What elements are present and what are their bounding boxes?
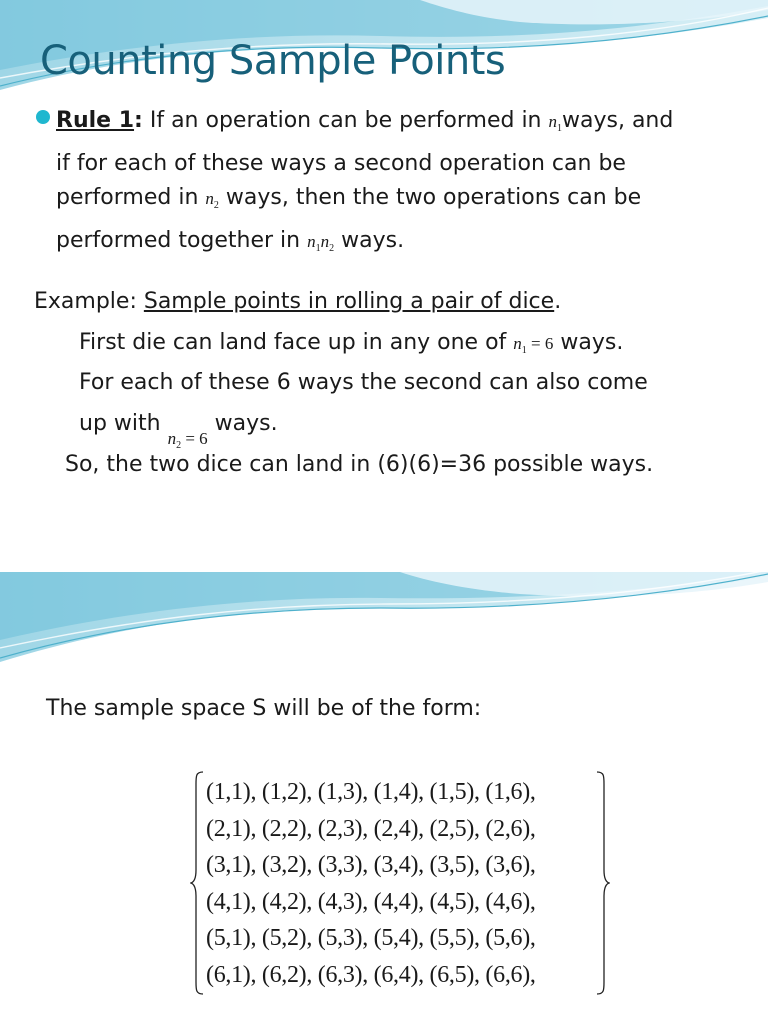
product-symbol (307, 231, 335, 254)
example-text-3: up with (79, 411, 168, 436)
sample-space-rows (206, 774, 536, 993)
sample-row-4: (4,1), (4,2), (4,3), (4,4), (4,5), (4,6), (206, 888, 536, 915)
n1-equation-value: = 6 (531, 334, 554, 353)
sample-row-1: (1,1), (1,2), (1,3), (1,4), (1,5), (1,6), (206, 779, 536, 805)
rule-line-4 (56, 224, 746, 267)
left-brace-icon (190, 770, 204, 996)
rule-text-1-end: ways, and (562, 108, 674, 133)
n1-symbol (548, 112, 563, 134)
bullet-icon (36, 110, 50, 124)
sample-space-intro: The sample space S will be of the form: (46, 696, 482, 721)
rule-label: Rule 1 (56, 108, 135, 133)
prod-letter-2: n (320, 231, 330, 251)
n1-letter: n (548, 112, 557, 131)
example-line-1 (79, 330, 623, 356)
rule-text-3: performed in (56, 185, 206, 210)
rule-line-3 (56, 181, 746, 224)
sample-space-set (190, 770, 610, 996)
example-text-1: First die can land face up in any one of (79, 330, 514, 355)
example-line-4: So, the two dice can land in (6)(6)=36 possible ways. (65, 452, 654, 477)
sample-row-3: (3,1), (3,2), (3,3), (3,4), (3,5), (3,6), (206, 852, 536, 878)
rule-text-4: performed together in (56, 227, 308, 253)
n1-subscript: 1 (557, 123, 562, 134)
n1-equation: $n_1 = 6$ (513, 334, 554, 356)
right-brace-icon (596, 770, 610, 996)
sample-row-6: (6,1), (6,2), (6,3), (6,4), (6,5), (6,6), (206, 961, 536, 988)
example-heading (34, 289, 561, 314)
rule-text-1: If an operation can be performed in (142, 108, 549, 133)
n2-subscript: 2 (213, 200, 219, 211)
example-line-3 (79, 411, 278, 451)
n2-letter: n (205, 189, 214, 208)
n2-symbol (205, 189, 219, 211)
example-period: . (554, 289, 562, 314)
rule-line-1 (56, 104, 746, 147)
rule-1-paragraph (56, 104, 746, 266)
prod-letter-1: n (307, 231, 316, 251)
rule-text-3-end: ways, then the two operations can be (225, 185, 642, 210)
slide-title: Counting Sample Points (40, 38, 506, 84)
example-line-2: For each of these 6 ways the second can also come (79, 370, 648, 395)
prod-subscript-2: 2 (329, 242, 335, 254)
header-wave-decoration-2 (0, 512, 768, 672)
sample-row-2: (2,1), (2,2), (2,3), (2,4), (2,5), (2,6), (206, 815, 536, 842)
prod-subscript-1: 1 (315, 242, 321, 254)
sample-row-5: (5,1), (5,2), (5,3), (5,4), (5,5), (5,6), (206, 925, 536, 951)
rule-colon: : (134, 108, 143, 133)
n2-equation: n2 = 6 (167, 429, 208, 451)
n2-equation-value: = 6 (185, 429, 208, 448)
rule-text-4-end: ways. (341, 227, 405, 253)
example-topic: Sample points in rolling a pair of dice (143, 289, 555, 314)
rule-line-2: if for each of these ways a second operation can be (56, 150, 626, 176)
example-text-1-end: ways. (560, 330, 624, 355)
example-label: Example: (34, 289, 144, 314)
slide-2 (0, 512, 768, 1024)
example-text-3-end: ways. (214, 411, 278, 436)
